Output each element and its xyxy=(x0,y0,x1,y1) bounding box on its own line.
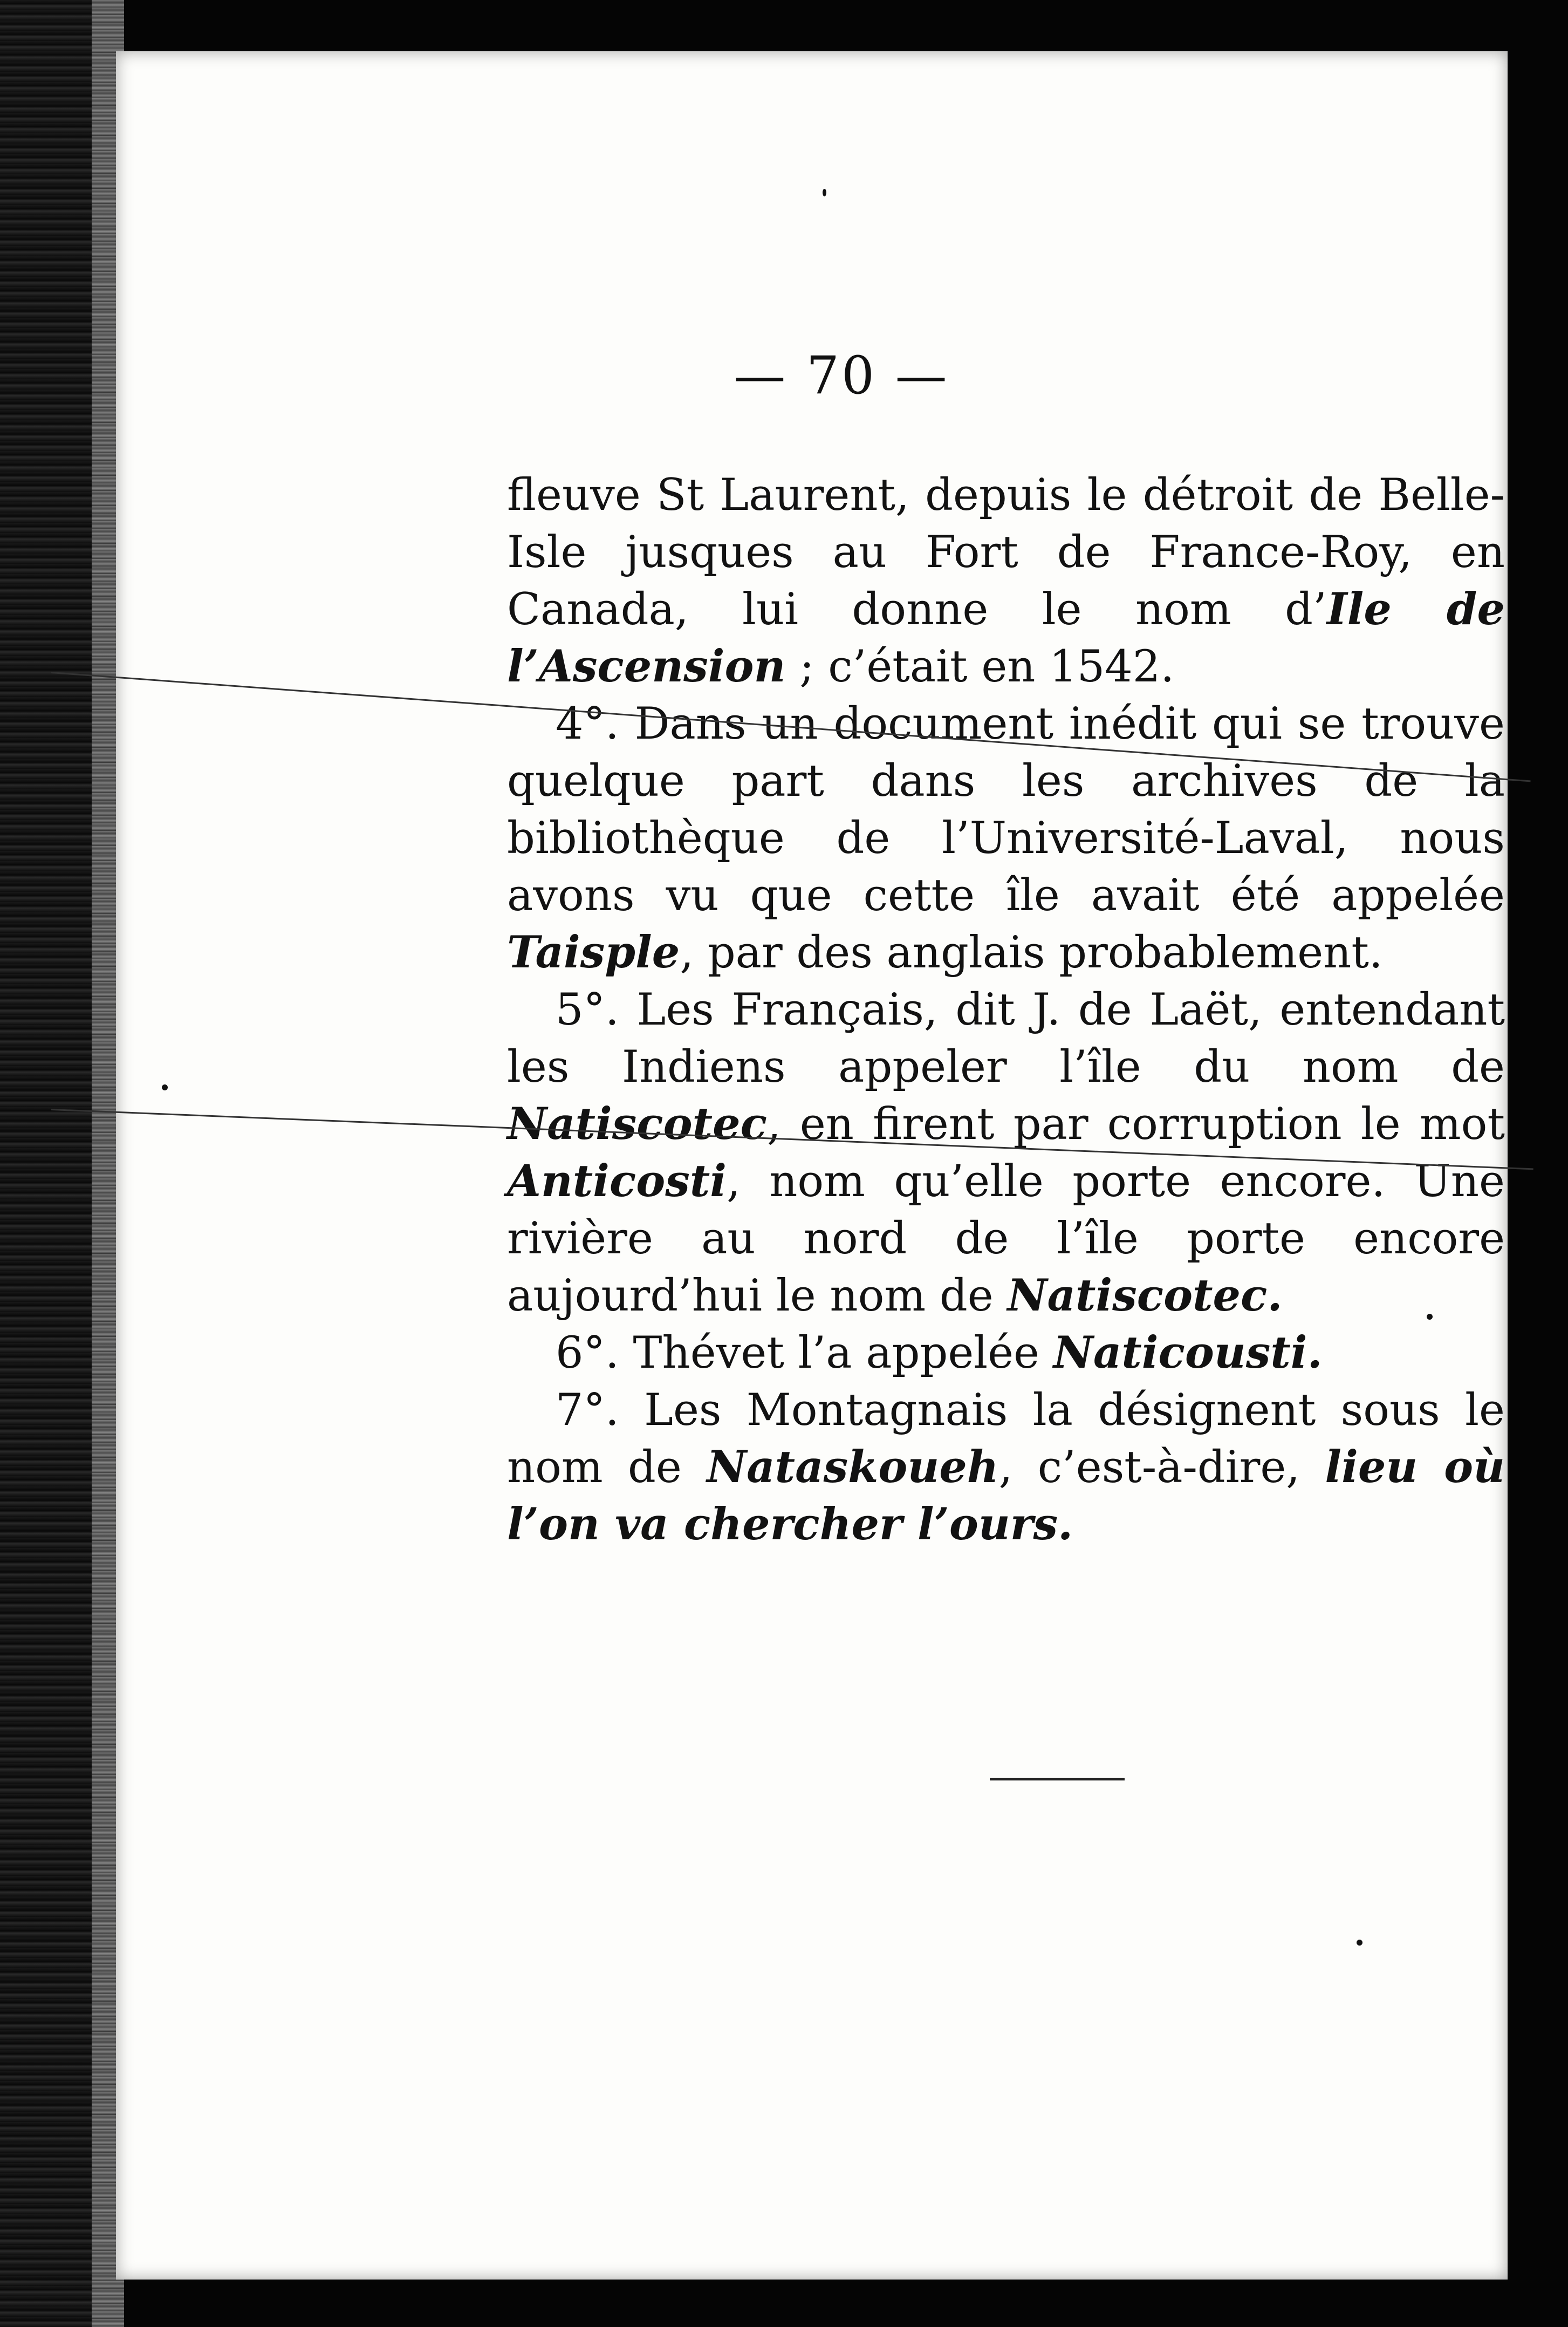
scan-speck xyxy=(1357,1940,1362,1946)
text-segment: , c’est-à-dire, xyxy=(998,1442,1325,1493)
text-segment: fleuve St Laurent, depuis le détroit de Belle-Isle jusques au Fort de France-Roy, en Canada, lui donne le nom d’ xyxy=(507,470,1505,635)
text-segment: , en firent par corruption le mot xyxy=(766,1099,1505,1150)
italic-text-segment: Taisple xyxy=(507,927,680,978)
paragraph xyxy=(507,467,1505,695)
text-segment: ; c’était en 1542. xyxy=(785,642,1175,692)
book-page xyxy=(116,51,1508,2280)
page-number: — 70 — xyxy=(734,345,949,406)
scan-speck xyxy=(823,189,826,196)
end-of-section-rule xyxy=(990,1778,1125,1780)
paragraph xyxy=(507,1325,1505,1382)
page-body-text xyxy=(507,467,1505,1553)
italic-text-segment: Natiscotec. xyxy=(1007,1270,1283,1321)
paragraph xyxy=(507,695,1505,981)
italic-text-segment: Anticosti xyxy=(507,1156,727,1207)
italic-text-segment: Naticousti. xyxy=(1053,1327,1323,1379)
text-segment: 7°. Les Montagnais la désignent sous le nom de xyxy=(507,1385,1505,1493)
italic-text-segment: lieu où l’on va chercher l’ours. xyxy=(507,1442,1505,1550)
paragraph xyxy=(507,981,1505,1325)
text-segment: , par des anglais probablement. xyxy=(680,927,1383,978)
italic-text-segment: Natiscotec xyxy=(507,1098,767,1150)
italic-text-segment: Nataskoueh xyxy=(707,1442,999,1493)
text-segment: 4°. Dans un document inédit qui se trouve quelque part dans les archives de la bibliothèque de l’Université-Laval, nous avons vu que cette île avait été appelée xyxy=(507,699,1505,921)
book-binding-edge xyxy=(0,0,124,2327)
text-segment: 5°. Les Français, dit J. de Laët, entendant les Indiens appeler l’île du nom de xyxy=(507,985,1505,1093)
paragraph xyxy=(507,1382,1505,1553)
italic-text-segment: Ile de l’Ascension xyxy=(507,584,1505,692)
text-segment: 6°. Thévet l’a appelée xyxy=(556,1328,1053,1379)
scan-speck xyxy=(162,1084,168,1090)
text-segment: , nom qu’elle porte encore. Une rivière au nord de l’île porte encore aujourd’hui le nom de xyxy=(507,1156,1505,1321)
scan-speck xyxy=(1427,1314,1433,1320)
